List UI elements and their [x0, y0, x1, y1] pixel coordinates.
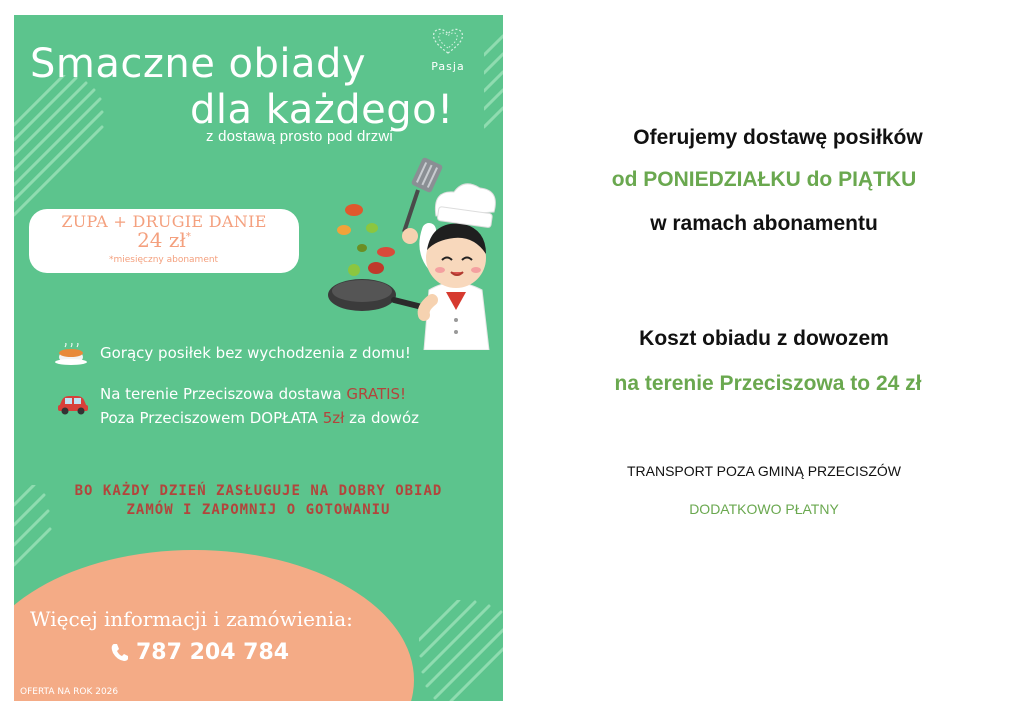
info-line-transport: TRANSPORT POZA GMINĄ PRZECISZÓW: [626, 463, 902, 479]
info-line-days: od PONIEDZIAŁKU do PIĄTKU: [611, 168, 917, 191]
soup-bowl-icon: [54, 343, 88, 365]
offer-year: OFERTA NA ROK 2026: [20, 687, 119, 697]
heart-logo-icon: [431, 27, 465, 55]
decorative-stripes-left: [14, 75, 104, 225]
info-line-extra-fee: DODATKOWO PŁATNY: [689, 501, 839, 517]
poster-title-line1: Smaczne obiady: [30, 41, 367, 87]
price-box: [29, 209, 299, 273]
info-line-price: na terenie Przeciszowa to 24 zł: [614, 372, 922, 395]
more-info-text: Więcej informacji i zamówienia:: [30, 607, 353, 631]
car-icon: [56, 393, 90, 415]
chef-illustration: [314, 150, 499, 350]
surcharge-suffix: za dowóz: [344, 409, 419, 427]
delivery-free-label: GRATIS!: [346, 385, 407, 403]
feature-hot-meal: Gorący posiłek bez wychodzenia z domu!: [100, 344, 411, 362]
price-amount: 24 zł: [137, 228, 186, 252]
feature-free-delivery: [100, 385, 406, 403]
price-amount-line: [29, 228, 299, 252]
price-asterisk: *: [185, 231, 191, 243]
price-note: *miesięczny abonament: [109, 255, 219, 265]
price-menu: ZUPA + DRUGIE DANIE: [61, 212, 267, 231]
surcharge-prefix: Poza Przeciszowem DOPŁATA: [100, 409, 323, 427]
info-line-subscription: w ramach abonamentu: [650, 212, 878, 235]
delivery-prefix: Na terenie Przeciszowa dostawa: [100, 385, 347, 403]
surcharge-amount: 5zł: [322, 409, 345, 427]
info-line-offer: Oferujemy dostawę posiłków: [633, 126, 923, 149]
info-line-cost: Koszt obiadu z dowozem: [639, 327, 889, 350]
logo-label: Pasja: [431, 60, 465, 73]
feature-surcharge: [100, 409, 419, 427]
phone-number: [110, 640, 289, 665]
phone-digits: 787 204 784: [136, 640, 290, 665]
menu-poster: [14, 15, 503, 701]
poster-subtitle: z dostawą prosto pod drzwi: [206, 128, 393, 145]
decorative-stripes-top-right: [484, 25, 503, 145]
slogan-line1: BO KAŻDY DZIEŃ ZASŁUGUJE NA DOBRY OBIAD: [74, 483, 443, 499]
slogan-line2: ZAMÓW I ZAPOMNIJ O GOTOWANIU: [126, 502, 391, 518]
decorative-stripes-bottom-right: [419, 600, 503, 701]
brand-logo: [428, 27, 468, 73]
phone-icon: [110, 642, 130, 662]
poster-title-line2: dla każdego!: [190, 87, 454, 133]
